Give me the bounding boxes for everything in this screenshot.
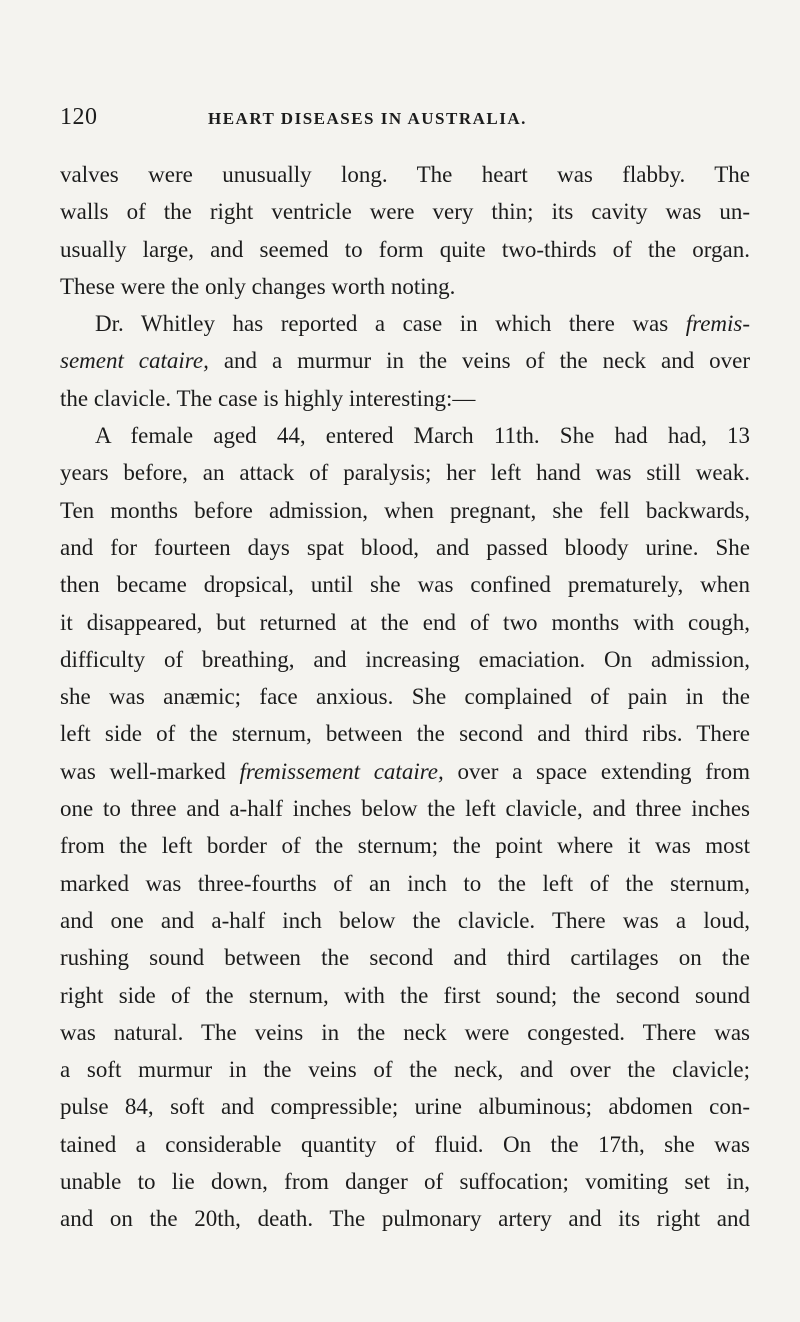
text-line: then became dropsical, until she was confined prematurely, when [60, 572, 750, 598]
text-line: A female aged 44, entered March 11th. She had had, 13 [95, 423, 750, 449]
text-line [60, 753, 750, 790]
text-line: it disappeared, but returned at the end of two months with cough, [60, 609, 750, 635]
text-line: usually large, and seemed to form quite two-thirds of the organ. [60, 236, 750, 262]
text-line: and for fourteen days spat blood, and passed bloody urine. She [60, 534, 750, 560]
text-line: was natural. The veins in the neck were congested. There was [60, 1019, 750, 1045]
body-text [60, 156, 750, 1238]
text-line: Ten months before admission, when pregnant, she fell backwards, [60, 497, 750, 523]
text-line: valves were unusually long. The heart was flabby. The [60, 162, 750, 187]
text-line: and one and a-half inch below the clavicle. There was a loud, [60, 907, 750, 933]
text-line: the clavicle. The case is highly interesting:— [60, 385, 476, 411]
running-head: HEART DISEASES IN AUSTRALIA. [208, 109, 527, 128]
text-line: pulse 84, soft and compressible; urine albuminous; abdomen con- [60, 1094, 750, 1120]
text-line [60, 342, 750, 379]
text-line: left side of the sternum, between the second and third ribs. There [60, 721, 750, 747]
text-line: one to three and a-half inches below the left clavicle, and three inches [60, 796, 750, 822]
italic-term: fremis- [685, 311, 751, 337]
text-line [60, 305, 750, 342]
text-segment: and a murmur in the veins of the neck and over [223, 348, 751, 374]
text-segment: over a space extending from [457, 758, 750, 784]
text-line: These were the only changes worth noting. [60, 273, 456, 299]
text-line: marked was three-fourths of an inch to the left of the sternum, [60, 870, 750, 896]
text-line: walls of the right ventricle were very thin; its cavity was un- [60, 199, 750, 225]
page-number: 120 [60, 104, 98, 130]
text-line: from the left border of the sternum; the point where it was most [60, 833, 750, 859]
text-segment: was well-marked [60, 758, 226, 784]
italic-term: fremissement cataire, [239, 758, 444, 784]
text-line: years before, an attack of paralysis; her left hand was still weak. [60, 460, 750, 486]
italic-term: sement cataire, [60, 348, 209, 374]
page-header [60, 104, 750, 134]
text-line: difficulty of breathing, and increasing emaciation. On admission, [60, 646, 750, 672]
text-line: rushing sound between the second and third cartilages on the [60, 945, 750, 971]
text-segment: Dr. Whitley has reported a case in which there was [95, 311, 669, 337]
text-line: she was anæmic; face anxious. She complained of pain in the [60, 684, 750, 710]
text-line: unable to lie down, from danger of suffocation; vomiting set in, [60, 1169, 750, 1195]
text-line: tained a considerable quantity of fluid. On the 17th, she was [60, 1131, 750, 1157]
text-line: right side of the sternum, with the first sound; the second sound [60, 982, 750, 1008]
text-line: a soft murmur in the veins of the neck, and over the clavicle; [60, 1057, 750, 1083]
text-line: and on the 20th, death. The pulmonary artery and its right and [60, 1206, 750, 1232]
